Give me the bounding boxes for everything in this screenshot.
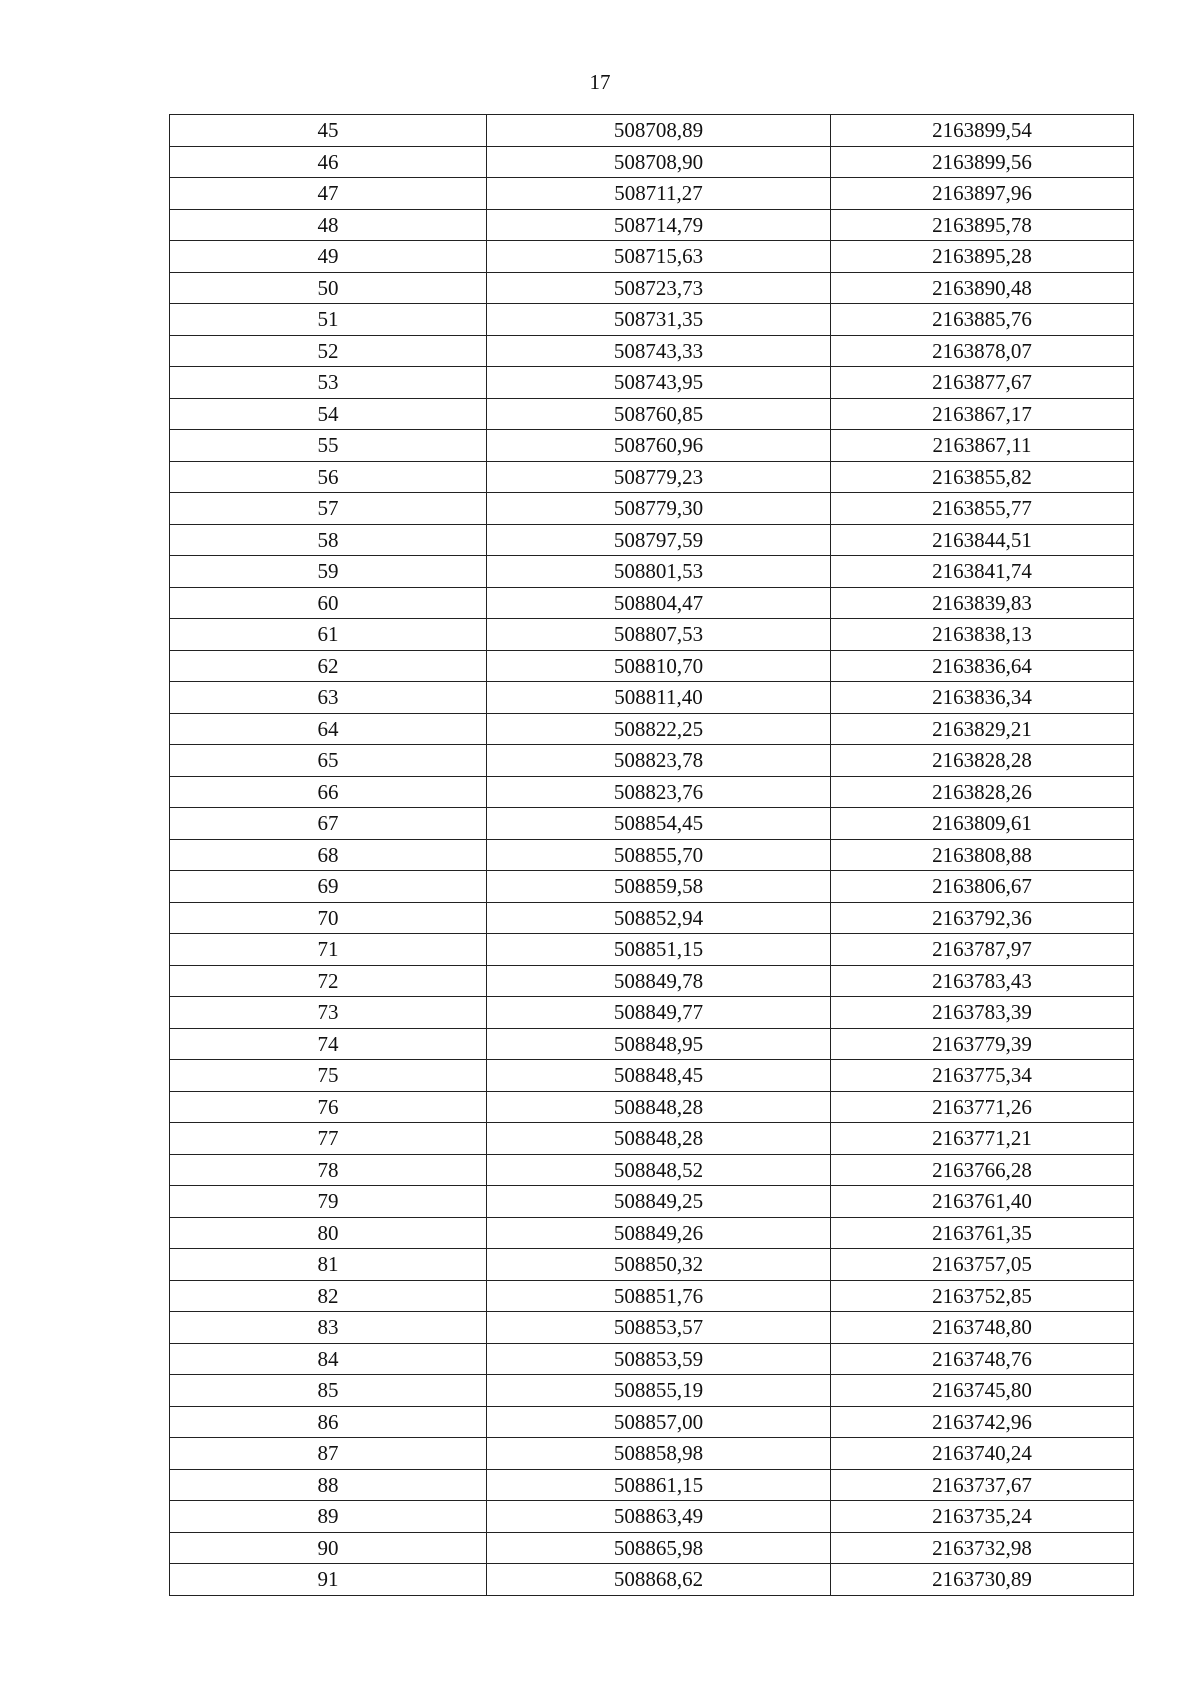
point-number-cell: 81 — [170, 1249, 487, 1281]
y-coordinate-cell: 2163839,83 — [831, 587, 1134, 619]
y-coordinate-cell: 2163742,96 — [831, 1406, 1134, 1438]
y-coordinate-cell: 2163732,98 — [831, 1532, 1134, 1564]
y-coordinate-cell: 2163877,67 — [831, 367, 1134, 399]
y-coordinate-cell: 2163766,28 — [831, 1154, 1134, 1186]
y-coordinate-cell: 2163897,96 — [831, 178, 1134, 210]
x-coordinate-cell: 508779,30 — [487, 493, 831, 525]
table-row — [170, 1501, 1134, 1533]
point-number-cell: 89 — [170, 1501, 487, 1533]
y-coordinate-cell: 2163737,67 — [831, 1469, 1134, 1501]
table-row — [170, 839, 1134, 871]
x-coordinate-cell: 508797,59 — [487, 524, 831, 556]
table-row — [170, 1154, 1134, 1186]
point-number-cell: 48 — [170, 209, 487, 241]
y-coordinate-cell: 2163761,40 — [831, 1186, 1134, 1218]
table-row — [170, 367, 1134, 399]
x-coordinate-cell: 508861,15 — [487, 1469, 831, 1501]
y-coordinate-cell: 2163792,36 — [831, 902, 1134, 934]
table-row — [170, 1217, 1134, 1249]
point-number-cell: 52 — [170, 335, 487, 367]
y-coordinate-cell: 2163806,67 — [831, 871, 1134, 903]
point-number-cell: 74 — [170, 1028, 487, 1060]
point-number-cell: 80 — [170, 1217, 487, 1249]
x-coordinate-cell: 508714,79 — [487, 209, 831, 241]
table-row — [170, 745, 1134, 777]
x-coordinate-cell: 508708,90 — [487, 146, 831, 178]
y-coordinate-cell: 2163828,28 — [831, 745, 1134, 777]
x-coordinate-cell: 508851,76 — [487, 1280, 831, 1312]
x-coordinate-cell: 508865,98 — [487, 1532, 831, 1564]
x-coordinate-cell: 508849,77 — [487, 997, 831, 1029]
table-row — [170, 1406, 1134, 1438]
point-number-cell: 84 — [170, 1343, 487, 1375]
table-row — [170, 808, 1134, 840]
y-coordinate-cell: 2163730,89 — [831, 1564, 1134, 1596]
x-coordinate-cell: 508858,98 — [487, 1438, 831, 1470]
point-number-cell: 54 — [170, 398, 487, 430]
y-coordinate-cell: 2163899,56 — [831, 146, 1134, 178]
y-coordinate-cell: 2163748,80 — [831, 1312, 1134, 1344]
x-coordinate-cell: 508849,25 — [487, 1186, 831, 1218]
y-coordinate-cell: 2163855,77 — [831, 493, 1134, 525]
point-number-cell: 57 — [170, 493, 487, 525]
point-number-cell: 78 — [170, 1154, 487, 1186]
point-number-cell: 64 — [170, 713, 487, 745]
x-coordinate-cell: 508849,26 — [487, 1217, 831, 1249]
table-row — [170, 115, 1134, 147]
x-coordinate-cell: 508857,00 — [487, 1406, 831, 1438]
y-coordinate-cell: 2163899,54 — [831, 115, 1134, 147]
point-number-cell: 91 — [170, 1564, 487, 1596]
y-coordinate-cell: 2163867,17 — [831, 398, 1134, 430]
table-row — [170, 1123, 1134, 1155]
y-coordinate-cell: 2163745,80 — [831, 1375, 1134, 1407]
x-coordinate-cell: 508863,49 — [487, 1501, 831, 1533]
table-row — [170, 178, 1134, 210]
table-row — [170, 398, 1134, 430]
point-number-cell: 88 — [170, 1469, 487, 1501]
x-coordinate-cell: 508855,70 — [487, 839, 831, 871]
x-coordinate-cell: 508715,63 — [487, 241, 831, 273]
y-coordinate-cell: 2163740,24 — [831, 1438, 1134, 1470]
y-coordinate-cell: 2163761,35 — [831, 1217, 1134, 1249]
table-row — [170, 335, 1134, 367]
point-number-cell: 62 — [170, 650, 487, 682]
y-coordinate-cell: 2163885,76 — [831, 304, 1134, 336]
table-row — [170, 1060, 1134, 1092]
table-row — [170, 304, 1134, 336]
x-coordinate-cell: 508804,47 — [487, 587, 831, 619]
x-coordinate-cell: 508850,32 — [487, 1249, 831, 1281]
y-coordinate-cell: 2163828,26 — [831, 776, 1134, 808]
x-coordinate-cell: 508868,62 — [487, 1564, 831, 1596]
y-coordinate-cell: 2163895,28 — [831, 241, 1134, 273]
x-coordinate-cell: 508848,28 — [487, 1091, 831, 1123]
x-coordinate-cell: 508848,45 — [487, 1060, 831, 1092]
y-coordinate-cell: 2163735,24 — [831, 1501, 1134, 1533]
y-coordinate-cell: 2163808,88 — [831, 839, 1134, 871]
x-coordinate-cell: 508810,70 — [487, 650, 831, 682]
table-row — [170, 1028, 1134, 1060]
table-row — [170, 619, 1134, 651]
table-row — [170, 1186, 1134, 1218]
table-row — [170, 1312, 1134, 1344]
x-coordinate-cell: 508760,85 — [487, 398, 831, 430]
point-number-cell: 82 — [170, 1280, 487, 1312]
table-row — [170, 209, 1134, 241]
table-row — [170, 650, 1134, 682]
y-coordinate-cell: 2163829,21 — [831, 713, 1134, 745]
point-number-cell: 53 — [170, 367, 487, 399]
table-row — [170, 461, 1134, 493]
y-coordinate-cell: 2163775,34 — [831, 1060, 1134, 1092]
x-coordinate-cell: 508848,28 — [487, 1123, 831, 1155]
point-number-cell: 69 — [170, 871, 487, 903]
point-number-cell: 67 — [170, 808, 487, 840]
x-coordinate-cell: 508708,89 — [487, 115, 831, 147]
y-coordinate-cell: 2163783,39 — [831, 997, 1134, 1029]
table-row — [170, 524, 1134, 556]
table-row — [170, 1375, 1134, 1407]
coordinates-table-body — [170, 115, 1134, 1596]
table-row — [170, 682, 1134, 714]
point-number-cell: 76 — [170, 1091, 487, 1123]
point-number-cell: 46 — [170, 146, 487, 178]
x-coordinate-cell: 508779,23 — [487, 461, 831, 493]
table-row — [170, 272, 1134, 304]
point-number-cell: 59 — [170, 556, 487, 588]
point-number-cell: 87 — [170, 1438, 487, 1470]
x-coordinate-cell: 508859,58 — [487, 871, 831, 903]
table-row — [170, 1469, 1134, 1501]
point-number-cell: 55 — [170, 430, 487, 462]
point-number-cell: 47 — [170, 178, 487, 210]
x-coordinate-cell: 508852,94 — [487, 902, 831, 934]
point-number-cell: 60 — [170, 587, 487, 619]
table-row — [170, 871, 1134, 903]
point-number-cell: 51 — [170, 304, 487, 336]
point-number-cell: 86 — [170, 1406, 487, 1438]
point-number-cell: 50 — [170, 272, 487, 304]
y-coordinate-cell: 2163878,07 — [831, 335, 1134, 367]
x-coordinate-cell: 508731,35 — [487, 304, 831, 336]
point-number-cell: 90 — [170, 1532, 487, 1564]
x-coordinate-cell: 508854,45 — [487, 808, 831, 840]
point-number-cell: 72 — [170, 965, 487, 997]
y-coordinate-cell: 2163836,34 — [831, 682, 1134, 714]
y-coordinate-cell: 2163836,64 — [831, 650, 1134, 682]
point-number-cell: 73 — [170, 997, 487, 1029]
x-coordinate-cell: 508801,53 — [487, 556, 831, 588]
y-coordinate-cell: 2163771,26 — [831, 1091, 1134, 1123]
x-coordinate-cell: 508807,53 — [487, 619, 831, 651]
table-row — [170, 587, 1134, 619]
table-row — [170, 776, 1134, 808]
x-coordinate-cell: 508851,15 — [487, 934, 831, 966]
x-coordinate-cell: 508760,96 — [487, 430, 831, 462]
point-number-cell: 63 — [170, 682, 487, 714]
table-row — [170, 241, 1134, 273]
point-number-cell: 56 — [170, 461, 487, 493]
point-number-cell: 49 — [170, 241, 487, 273]
x-coordinate-cell: 508853,59 — [487, 1343, 831, 1375]
table-row — [170, 493, 1134, 525]
point-number-cell: 68 — [170, 839, 487, 871]
x-coordinate-cell: 508811,40 — [487, 682, 831, 714]
table-row — [170, 713, 1134, 745]
point-number-cell: 58 — [170, 524, 487, 556]
table-row — [170, 1280, 1134, 1312]
point-number-cell: 83 — [170, 1312, 487, 1344]
table-row — [170, 1343, 1134, 1375]
table-row — [170, 965, 1134, 997]
y-coordinate-cell: 2163752,85 — [831, 1280, 1134, 1312]
y-coordinate-cell: 2163771,21 — [831, 1123, 1134, 1155]
x-coordinate-cell: 508822,25 — [487, 713, 831, 745]
y-coordinate-cell: 2163844,51 — [831, 524, 1134, 556]
table-row — [170, 146, 1134, 178]
y-coordinate-cell: 2163787,97 — [831, 934, 1134, 966]
coordinates-table — [169, 114, 1134, 1596]
table-row — [170, 1564, 1134, 1596]
y-coordinate-cell: 2163757,05 — [831, 1249, 1134, 1281]
y-coordinate-cell: 2163867,11 — [831, 430, 1134, 462]
x-coordinate-cell: 508855,19 — [487, 1375, 831, 1407]
point-number-cell: 45 — [170, 115, 487, 147]
x-coordinate-cell: 508711,27 — [487, 178, 831, 210]
x-coordinate-cell: 508848,95 — [487, 1028, 831, 1060]
point-number-cell: 77 — [170, 1123, 487, 1155]
table-row — [170, 997, 1134, 1029]
point-number-cell: 85 — [170, 1375, 487, 1407]
point-number-cell: 61 — [170, 619, 487, 651]
page-number: 17 — [589, 70, 611, 94]
x-coordinate-cell: 508823,78 — [487, 745, 831, 777]
table-row — [170, 430, 1134, 462]
x-coordinate-cell: 508849,78 — [487, 965, 831, 997]
table-row — [170, 1438, 1134, 1470]
y-coordinate-cell: 2163783,43 — [831, 965, 1134, 997]
x-coordinate-cell: 508743,33 — [487, 335, 831, 367]
x-coordinate-cell: 508853,57 — [487, 1312, 831, 1344]
table-row — [170, 934, 1134, 966]
table-row — [170, 1532, 1134, 1564]
point-number-cell: 79 — [170, 1186, 487, 1218]
point-number-cell: 70 — [170, 902, 487, 934]
point-number-cell: 65 — [170, 745, 487, 777]
x-coordinate-cell: 508723,73 — [487, 272, 831, 304]
x-coordinate-cell: 508848,52 — [487, 1154, 831, 1186]
y-coordinate-cell: 2163779,39 — [831, 1028, 1134, 1060]
point-number-cell: 66 — [170, 776, 487, 808]
y-coordinate-cell: 2163855,82 — [831, 461, 1134, 493]
point-number-cell: 71 — [170, 934, 487, 966]
y-coordinate-cell: 2163895,78 — [831, 209, 1134, 241]
y-coordinate-cell: 2163890,48 — [831, 272, 1134, 304]
x-coordinate-cell: 508823,76 — [487, 776, 831, 808]
y-coordinate-cell: 2163841,74 — [831, 556, 1134, 588]
x-coordinate-cell: 508743,95 — [487, 367, 831, 399]
table-row — [170, 902, 1134, 934]
y-coordinate-cell: 2163809,61 — [831, 808, 1134, 840]
table-row — [170, 1249, 1134, 1281]
y-coordinate-cell: 2163748,76 — [831, 1343, 1134, 1375]
table-row — [170, 556, 1134, 588]
y-coordinate-cell: 2163838,13 — [831, 619, 1134, 651]
point-number-cell: 75 — [170, 1060, 487, 1092]
table-row — [170, 1091, 1134, 1123]
